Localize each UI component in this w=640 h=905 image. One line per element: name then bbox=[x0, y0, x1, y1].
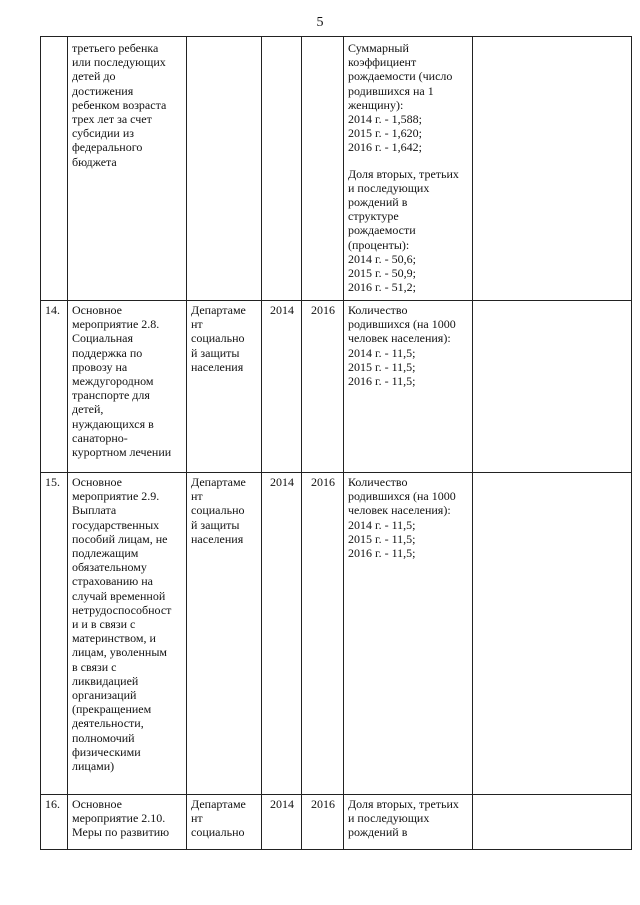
end-year: 2016 bbox=[302, 301, 344, 473]
end-year: 2016 bbox=[302, 795, 344, 850]
note-cell bbox=[473, 473, 632, 795]
executor-cell bbox=[187, 473, 262, 795]
note-cell bbox=[473, 301, 632, 473]
indicator-births-share: Доля вторых, третьих и последующих рождений в структуре рождаемости (проценты): 2014 г. - 50,6; 2015 г. - 50,9; 2016 г. - 51,2; bbox=[348, 166, 459, 295]
end-year bbox=[302, 37, 344, 301]
note-cell bbox=[473, 37, 632, 301]
end-year: 2016 bbox=[302, 473, 344, 795]
indicator-births-per-1000: Количество родившихся (на 1000 человек населения): 2014 г. - 11,5; 2015 г. - 11,5; 2016 г. - 11,5; bbox=[348, 475, 456, 561]
row-number: 16. bbox=[41, 795, 68, 850]
executor-text: Департаме нт социально bbox=[191, 797, 246, 840]
start-year: 2014 bbox=[262, 473, 302, 795]
event-cell bbox=[68, 37, 187, 301]
executor-text: Департаме нт социально й защиты населения bbox=[191, 303, 246, 374]
note-cell bbox=[473, 795, 632, 850]
event-text: Основное мероприятие 2.10. Меры по развитию bbox=[72, 797, 170, 840]
table-row-14 bbox=[41, 301, 632, 473]
event-cell bbox=[68, 473, 187, 795]
executor-cell bbox=[187, 795, 262, 850]
table-row-continuation bbox=[41, 37, 632, 301]
executor-cell bbox=[187, 301, 262, 473]
start-year: 2014 bbox=[262, 301, 302, 473]
table-row-15 bbox=[41, 473, 632, 795]
measures-table bbox=[40, 36, 632, 850]
row-number: 14. bbox=[41, 301, 68, 473]
event-text: Основное мероприятие 2.9. Выплата государственных пособий лицам, не подлежащим обязательному страхованию на случай временной нетрудоспособност и и в связи с материнством, и лицам, уволенным в связи с ликвидацией организаций (прекращением деятельности, полномочий физическими лицами) bbox=[72, 475, 172, 774]
indicator-cell bbox=[344, 301, 473, 473]
indicator-cell bbox=[344, 473, 473, 795]
executor-text: Департаме нт социально й защиты населения bbox=[191, 475, 246, 546]
table-row-16 bbox=[41, 795, 632, 850]
indicator-fertility-rate: Суммарный коэффициент рождаемости (число родившихся на 1 женщину): 2014 г. - 1,588; 2015 г. - 1,620; 2016 г. - 1,642; bbox=[348, 41, 453, 155]
indicator-births-share: Доля вторых, третьих и последующих рождений в bbox=[348, 797, 459, 840]
row-number bbox=[41, 37, 68, 301]
page-number: 5 bbox=[316, 15, 324, 30]
event-cell bbox=[68, 795, 187, 850]
row-number: 15. bbox=[41, 473, 68, 795]
event-cell bbox=[68, 301, 187, 473]
event-text: Основное мероприятие 2.8. Социальная поддержка по провозу на междугородном транспорте для детей, нуждающихся в санаторно- курортном лечении bbox=[72, 303, 172, 460]
indicator-cell bbox=[344, 795, 473, 850]
start-year bbox=[262, 37, 302, 301]
indicator-births-per-1000: Количество родившихся (на 1000 человек населения): 2014 г. - 11,5; 2015 г. - 11,5; 2016 г. - 11,5; bbox=[348, 303, 456, 389]
event-text: третьего ребенка или последующих детей до достижения ребенком возраста трех лет за счет субсидии из федерального бюджета bbox=[72, 41, 167, 169]
executor-cell bbox=[187, 37, 262, 301]
indicator-cell bbox=[344, 37, 473, 301]
start-year: 2014 bbox=[262, 795, 302, 850]
